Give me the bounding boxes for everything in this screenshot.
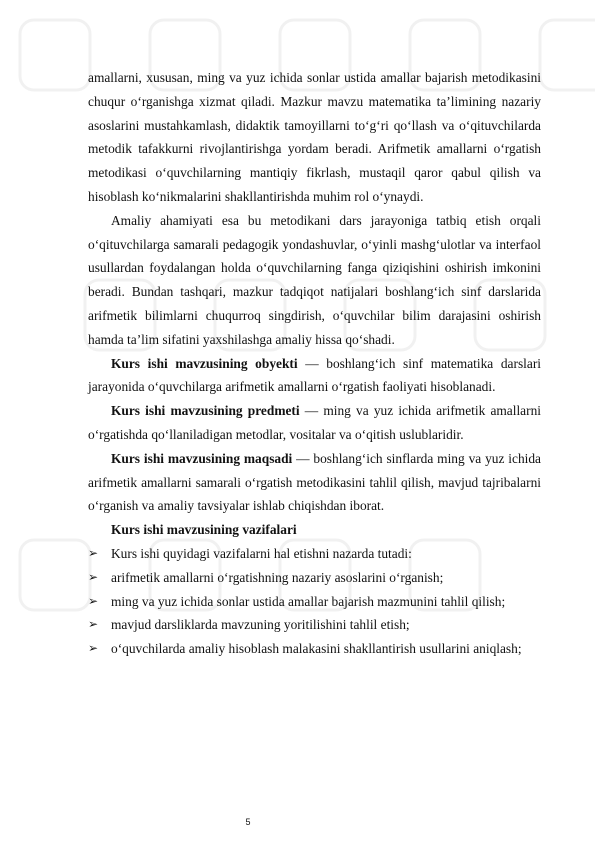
arrowhead-bullet-icon: ➢ [88,617,99,632]
subject-text: — ming va yuz ichida arifmetik amallarni o‘rgatishda qo‘llaniladigan metodlar, vositalar va o‘qitish uslublaridir. [88,403,541,442]
list-item: ➢ Kurs ishi quyidagi vazifalarni hal etishni nazarda tutadi: [88,542,541,566]
tasks-heading: Kurs ishi mavzusining vazifalari [111,522,297,538]
paragraph-goal [88,447,541,518]
object-label: Kurs ishi mavzusining obyekti [111,355,298,371]
arrowhead-bullet-icon: ➢ [88,545,99,560]
list-item: ➢ o‘quvchilarda amaliy hisoblash malakasini shakllantirish usullarini aniqlash; [88,637,541,661]
list-item: ➢ arifmetik amallarni o‘rgatishning nazariy asoslarini o‘rganish; [88,566,541,590]
subject-label: Kurs ishi mavzusining predmeti [111,403,300,419]
goal-label: Kurs ishi mavzusining maqsadi [111,450,293,466]
document-body [88,66,541,661]
arrowhead-bullet-icon: ➢ [88,569,99,584]
list-item: ➢ mavjud darsliklarda mavzuning yoritilishini tahlil etish; [88,613,541,637]
arrowhead-bullet-icon: ➢ [88,593,99,608]
goal-text: — boshlang‘ich sinflarda ming va yuz ichida arifmetik amallarni samarali o‘rgatish metodikasini tahlil qilish, mavjud tajribalarni o‘rganish va amaliy tavsiyalar ishlab chiqishdan iborat. [88,450,541,514]
page-number: 5 [245,817,251,827]
paragraph-subject [88,399,541,447]
object-text: — boshlang‘ich sinf matematika darslari jarayonida o‘quvchilarga arifmetik amallarni o‘rgatish faoliyati hisoblanadi. [88,355,541,395]
paragraph-intro-continued: amallarni, xususan, ming va yuz ichida sonlar ustida amallar bajarish metodikasini chuqur o‘rganishga xizmat qiladi. Mazkur mavzu matematika ta’limining nazariy asoslarini mustahkamlash, didaktik tamoyillarni to‘g‘ri qo‘llash va o‘qituvchilarda metodik tafakkurni rivojlantirishga yordam beradi. Arifmetik amallarni o‘rgatish metodikasi o‘quvchilarning mantiqiy fikrlash, mustaqil qaror qabul qilish va hisoblash ko‘nikmalarini shakllantirishda muhim rol o‘ynaydi. [88,70,541,204]
arrowhead-bullet-icon: ➢ [88,641,99,656]
paragraph-practical-importance: Amaliy ahamiyati esa bu metodikani dars jarayoniga tatbiq etish orqali o‘qituvchilarga samarali pedagogik yondashuvlar, o‘yinli mashg‘ulotlar va interfaol usullardan foydalangan holda o‘quvchilarning fanga qiziqishini oshirish imkonini beradi. Bundan tashqari, mazkur tadqiqot natijalari boshlang‘ich sinf darslarida arifmetik bilimlarni chuqurroq singdirish, o‘quvchilar bilim darajasini oshirish hamda ta’lim sifatini yaxshilashga amaliy hissa qo‘shadi. [88,212,541,347]
tasks-list [88,542,541,661]
paragraph-object [88,352,541,400]
list-item: ➢ ming va yuz ichida sonlar ustida amallar bajarish mazmunini tahlil qilish; [88,590,541,614]
